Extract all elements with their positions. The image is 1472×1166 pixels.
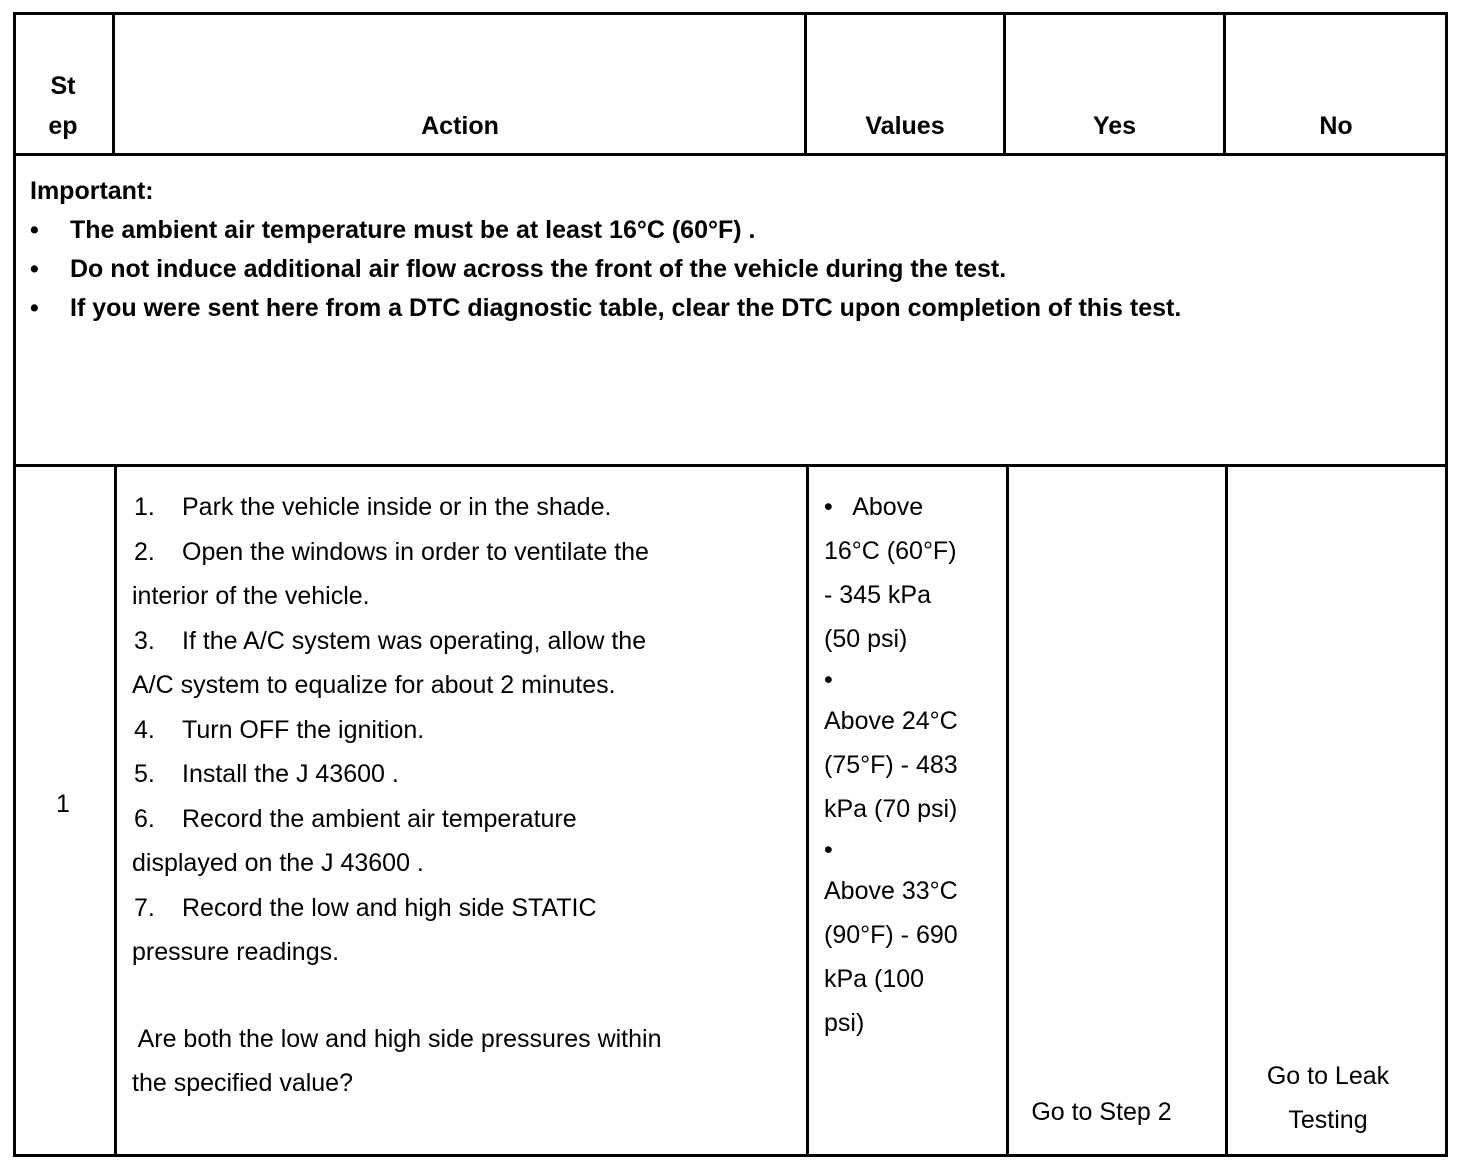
values-line: kPa (70 psi) — [824, 795, 958, 823]
action-line-number: 4. — [134, 715, 155, 744]
action-line-text: Record the low and high side STATIC — [182, 893, 597, 922]
bullet-icon: • — [30, 294, 39, 322]
action-line — [132, 752, 797, 797]
values-line: (90°F) - 690 — [824, 921, 958, 949]
action-line-text: displayed on the J 43600 . — [132, 849, 424, 877]
action-line-text: Turn OFF the ignition. — [182, 715, 425, 744]
no-cell-line: Go to Leak — [1266, 1062, 1390, 1090]
values-line: • Above — [824, 493, 924, 521]
action-line-number: 6. — [134, 804, 155, 833]
values-line: Above 33°C — [824, 877, 958, 905]
action-line-number: 7. — [134, 893, 155, 922]
col-divider-action — [806, 464, 809, 1157]
action-line — [132, 886, 797, 931]
action-line-text: Park the vehicle inside or in the shade. — [182, 493, 612, 521]
bullet-icon: • — [30, 216, 39, 244]
action-line — [132, 619, 797, 664]
action-line-number: 2. — [134, 537, 155, 566]
important-item-text: The ambient air temperature must be at least 16°C (60°F) . — [70, 216, 756, 244]
action-line — [132, 708, 797, 753]
action-line-text: A/C system to equalize for about 2 minutes. — [132, 671, 616, 699]
action-line-text: Install the J 43600 . — [182, 760, 399, 788]
action-line-text: Open the windows in order to ventilate the — [182, 537, 649, 566]
header-divider — [13, 153, 1448, 156]
question-line: the specified value? — [132, 1069, 353, 1097]
action-line — [132, 930, 797, 975]
col-divider-values — [1006, 464, 1009, 1157]
action-line — [132, 797, 797, 842]
question-line: Are both the low and high side pressures within — [132, 1024, 662, 1053]
values-line: • — [824, 666, 833, 694]
header-yes: Yes — [1092, 112, 1137, 140]
important-item — [30, 250, 1181, 289]
action-line — [132, 841, 797, 886]
values-line: • — [824, 836, 833, 864]
header-values: Values — [865, 112, 945, 140]
header-step — [13, 66, 113, 146]
important-item — [30, 211, 1181, 250]
action-line-text: Record the ambient air temperature — [182, 804, 577, 833]
important-item-text: If you were sent here from a DTC diagnostic table, clear the DTC upon completion of this test. — [70, 294, 1182, 322]
values-line: kPa (100 — [824, 965, 925, 993]
action-line — [132, 485, 797, 530]
action-line-text: If the A/C system was operating, allow the — [182, 626, 647, 655]
action-line-text: interior of the vehicle. — [132, 582, 370, 610]
no-cell-line: Testing — [1288, 1106, 1368, 1134]
important-item-text: Do not induce additional air flow across the front of the vehicle during the test. — [70, 255, 1007, 283]
values-cell — [824, 485, 999, 1045]
important-title: Important: — [30, 177, 154, 205]
action-line-number: 5. — [134, 760, 155, 788]
values-line: Above 24°C — [824, 707, 958, 735]
step-number: 1 — [56, 790, 70, 818]
header-step-line2: ep — [48, 112, 78, 140]
action-line-text: pressure readings. — [132, 938, 340, 966]
action-cell — [132, 485, 797, 1106]
header-no: No — [1319, 112, 1353, 140]
action-line — [132, 663, 797, 708]
action-line-number: 3. — [134, 626, 155, 655]
action-line — [132, 574, 797, 619]
values-line: psi) — [824, 1009, 865, 1037]
header-action: Action — [421, 112, 499, 140]
bullet-icon: • — [30, 255, 39, 283]
header-step-line1: St — [50, 72, 76, 100]
important-notice — [30, 172, 1181, 328]
values-line: (75°F) - 483 — [824, 751, 958, 779]
values-line: - 345 kPa — [824, 581, 932, 609]
values-line: 16°C (60°F) — [824, 537, 957, 565]
no-cell — [1228, 1054, 1428, 1142]
col-divider-step — [114, 464, 117, 1157]
action-line-number: 1. — [134, 493, 155, 521]
important-item — [30, 289, 1181, 328]
values-line: (50 psi) — [824, 625, 908, 653]
yes-cell: Go to Step 2 — [1031, 1098, 1172, 1126]
action-line — [132, 530, 797, 575]
important-divider — [13, 464, 1448, 467]
